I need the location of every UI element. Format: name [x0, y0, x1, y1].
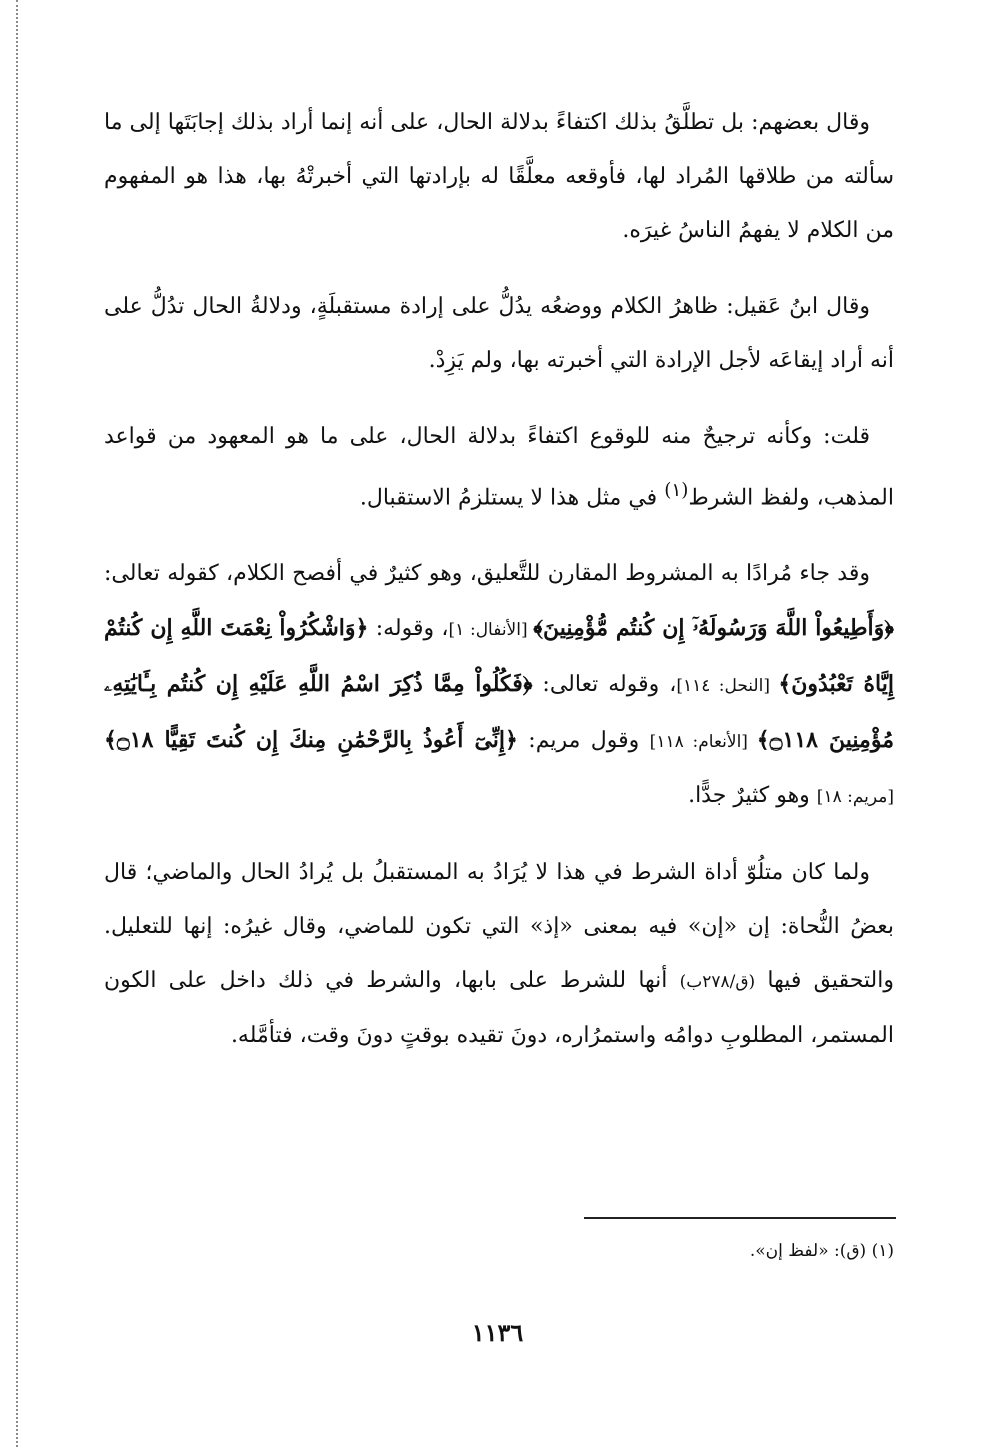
text-run: ولما كان متلُوّ أداة الشرط في هذا لا يُرَادُ به المستقبلُ بل يُرادُ الحال والماضي؛ قال بعضُ النُّحاة: إن «إن» فيه بمعنى «إذ» التي تكون للماضي، وقال غيرُه: إنها للتعليل. والتحقيق فيها — [104, 860, 894, 994]
text-run: وقال ابنُ عَقيل: ظاهرُ الكلام ووضعُه يدُلُّ على إرادة مستقبلَةٍ، ودلالةُ الحال تدُلُّ على أنه أراد إيقاعَه لأجل الإرادة التي أخبرته بها، ولم يَزِدْ. — [104, 294, 894, 373]
footnote-separator — [584, 1217, 896, 1219]
paragraph — [104, 547, 894, 824]
paragraph — [104, 846, 894, 1063]
paragraph — [104, 96, 894, 258]
footnote-marker: (١) — [664, 480, 689, 501]
main-text — [104, 96, 894, 1085]
text-run: وقال بعضهم: بل تطلَّقُ بذلك اكتفاءً بدلالة الحال، على أنه إنما أراد بذلك إجابَتَها إلى ما سألته من طلاقها المُراد لها، فأوقعه معلَّقًا له بإرادتها التي أخبرتْهُ بها، هذا هو المفهوم من الكلام لا يفهمُ الناسُ غيرَه. — [104, 110, 894, 243]
citation-ref: [مريم: ١٨] — [816, 787, 894, 808]
text-run: في مثل هذا لا يستلزمُ الاستقبال. — [359, 485, 665, 511]
citation-ref: [الأنعام: ١١٨] — [649, 732, 757, 753]
quran-verse: ﴿إِنِّىٓ أَعُوذُ بِالرَّحْمَٰنِ مِنكَ إِن كُنتَ تَقِيًّا ۝١٨﴾ — [104, 727, 518, 754]
text-run: ، وقوله: — [368, 616, 449, 642]
text-run: ، وقوله تعالى: — [532, 672, 677, 698]
quran-verse: ﴿وَأَطِيعُواْ اللَّهَ وَرَسُولَهُۥٓ إِن كُنتُم مُّؤْمِنِينَ﴾ — [533, 615, 894, 642]
footnote: (١) (ق): «لفظ إن». — [749, 1241, 894, 1261]
citation-ref: [النحل: ١١٤] — [676, 676, 779, 697]
text-run: قلت: وكأنه ترجيحٌ منه للوقوع اكتفاءً بدلالة الحال، على ما هو المعهود من قواعد المذهب، ولفظ الشرط — [104, 424, 894, 511]
text-run: أنها للشرط على بابها، والشرط في ذلك داخل على الكون المستمر، المطلوبِ دوامُه واستمرُاره، دونَ تقيده بوقتٍ دونَ وقت، فتأمَّله. — [104, 968, 894, 1049]
paragraph — [104, 280, 894, 388]
quran-verse: ﴿فَكُلُواْ مِمَّا ذُكِرَ اسْمُ اللَّهِ عَلَيْهِ إِن كُنتُم بِـَٔايَٰتِهِۦ مُؤْمِنِينَ ۝١١٨﴾ — [104, 671, 894, 754]
text-run: وقول مريم: — [517, 728, 650, 754]
quran-verse: ﴿وَاشْكُرُواْ نِعْمَتَ اللَّهِ إِن كُنتُمْ إِيَّاهُ تَعْبُدُونَ﴾ — [104, 615, 894, 698]
scan-margin-dots — [16, 0, 18, 1447]
text-run: وهو كثيرٌ جدًّا. — [688, 783, 817, 809]
citation-ref: [الأنفال: ١] — [448, 620, 534, 641]
citation-ref: (ق/٢٧٨ب) — [679, 972, 756, 993]
page-number: ١١٣٦ — [471, 1318, 524, 1347]
paragraph — [104, 410, 894, 525]
text-run: وقد جاء مُرادًا به المشروط المقارن للتَّعليق، وهو كثيرٌ في أفصح الكلام، كقوله تعالى: — [104, 561, 870, 587]
